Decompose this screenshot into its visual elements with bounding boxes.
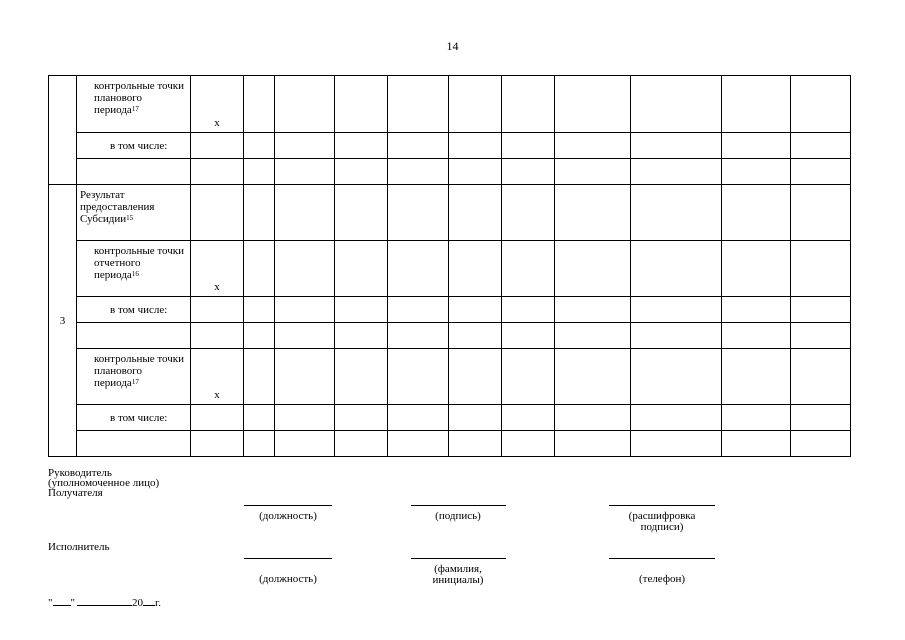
table-row: [49, 241, 851, 297]
reporting-period-label: контрольные точки отчетного периода$^{16}$: [77, 241, 191, 297]
in-that-number-label: в том числе:: [77, 297, 191, 323]
head-label: Руководитель (уполномоченное лицо) Получателя: [48, 467, 160, 499]
name-line: [411, 558, 506, 559]
in-that-number-label: в том числе:: [77, 405, 191, 431]
name-caption: (фамилия, инициалы): [432, 563, 484, 586]
x-mark: x: [191, 349, 244, 405]
result-label: Результат предоставления Субсидии$^{15}$: [77, 185, 191, 241]
date-line: " " 20 г.: [48, 597, 162, 609]
phone-line: [609, 558, 715, 559]
executor-label: Исполнитель: [48, 541, 110, 553]
signature-line: [411, 505, 506, 506]
table-row: [49, 76, 851, 133]
row-number-cell: [49, 76, 77, 185]
table-row: [49, 323, 851, 349]
table-row: [49, 297, 851, 323]
decoding-line: [609, 505, 715, 506]
row-number: 3: [49, 185, 77, 457]
position-line: [244, 505, 332, 506]
phone-caption: (телефон): [638, 573, 686, 585]
planned-period-label: контрольные точки планового периода$^{17}$: [77, 349, 191, 405]
x-mark: x: [191, 76, 244, 133]
table-row: [49, 405, 851, 431]
decoding-caption: (расшифровка подписи): [628, 510, 696, 533]
in-that-number-label: в том числе:: [77, 133, 191, 159]
position-caption: (должность): [259, 510, 317, 522]
x-mark: x: [191, 241, 244, 297]
table-row: [49, 159, 851, 185]
table-row: [49, 431, 851, 457]
executor-position-line: [244, 558, 332, 559]
table-row: [49, 185, 851, 241]
executor-position-caption: (должность): [259, 573, 317, 585]
page-number: 14: [446, 39, 459, 53]
table-row: [49, 349, 851, 405]
planned-period-label: контрольные точки планового периода$^{17}$: [77, 76, 191, 133]
report-table: [48, 75, 851, 457]
signature-caption: (подпись): [435, 510, 481, 522]
table-row: [49, 133, 851, 159]
